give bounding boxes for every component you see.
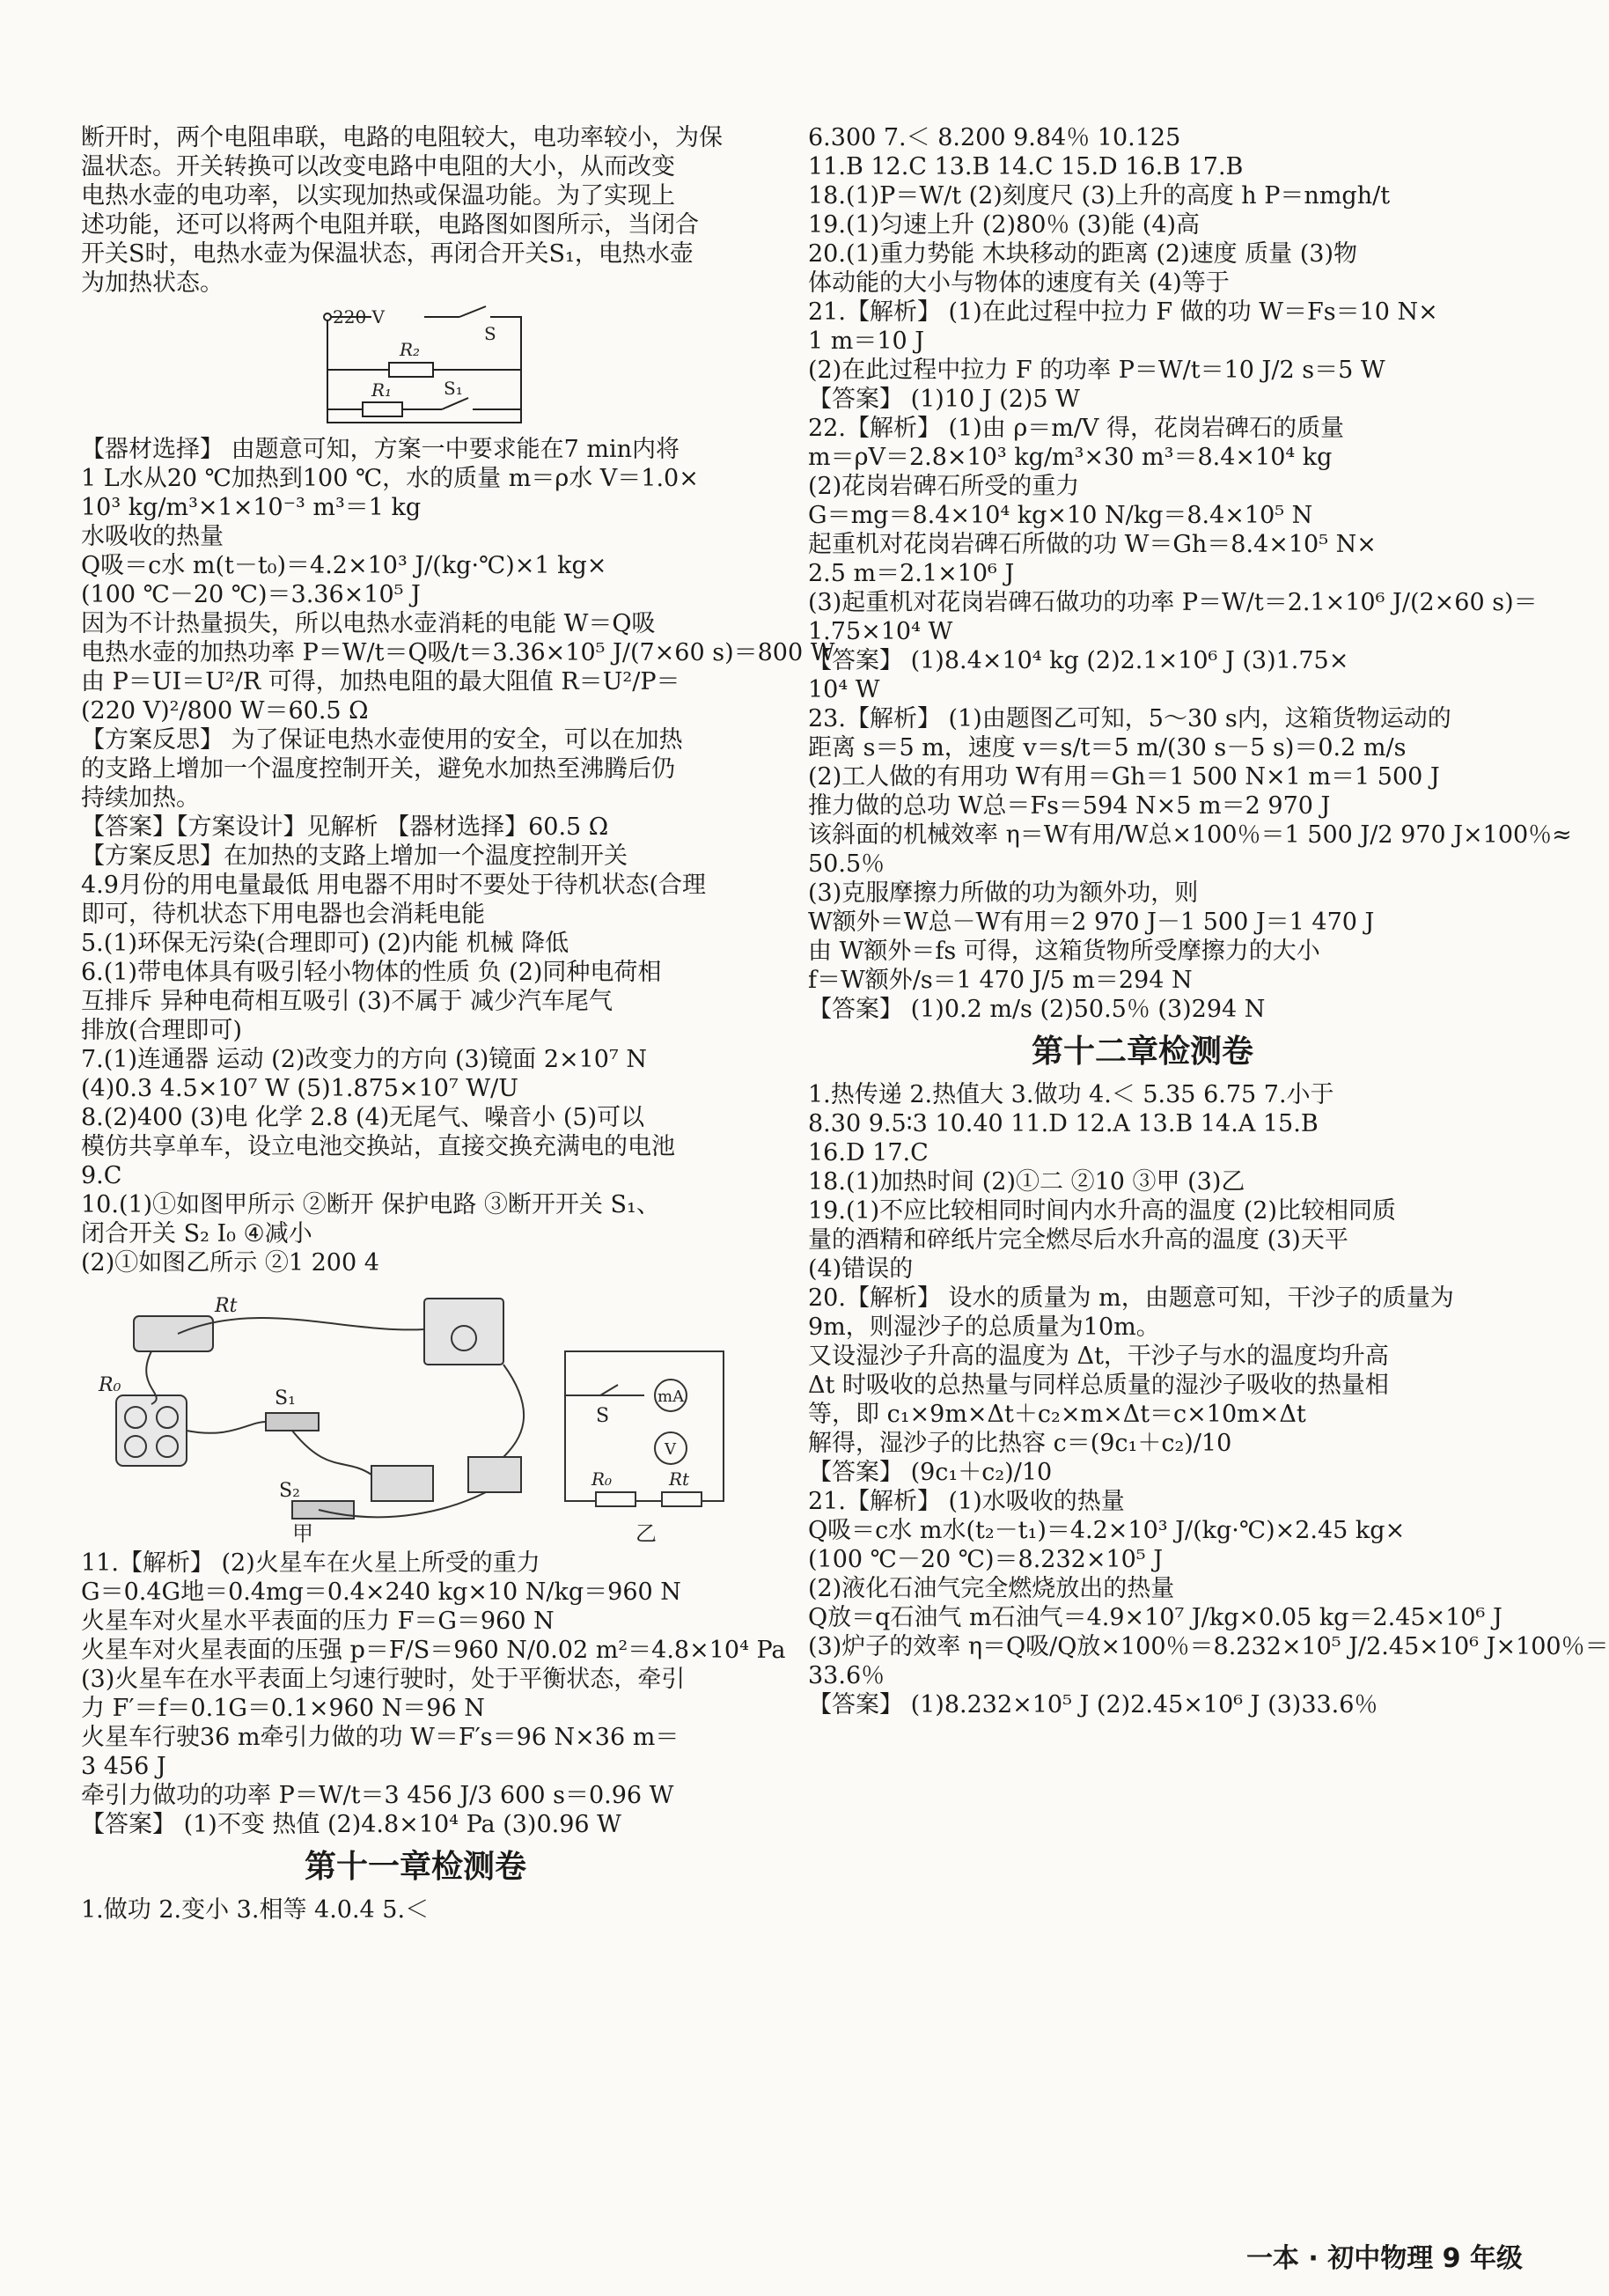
text-line: f＝W额外/s＝1 470 J/5 m＝294 N (808, 967, 1193, 994)
text-line: 模仿共享单车，设立电池交换站，直接交换充满电的电池 (81, 1133, 675, 1160)
text-line: 断开时，两个电阻串联，电路的电阻较大，电功率较小，为保 (81, 124, 723, 151)
text-line: 电热水壶的电功率，以实现加热或保温功能。为了实现上 (81, 182, 675, 210)
circuit1-switch-s1: S₁ (444, 378, 463, 399)
text-line: 【答案】 (9c₁＋c₂)/10 (808, 1459, 1053, 1486)
text-line: 排放(合理即可) (81, 1017, 243, 1044)
fig-label-s: S (596, 1405, 610, 1427)
page-footer: 一本 · 初中物理 9 年级 (1245, 2243, 1523, 2274)
fig-label-ma: mA (658, 1387, 685, 1406)
text-line: 火星车对火星水平表面的压力 F＝G＝960 N (81, 1608, 555, 1635)
text-line: 11.B 12.C 13.B 14.C 15.D 16.B 17.B (808, 153, 1244, 180)
circuit-diagram-parallel (310, 299, 539, 431)
text-line: 33.6％ (808, 1662, 885, 1689)
text-line: 距离 s＝5 m，速度 v＝s/t＝5 m/(30 s－5 s)＝0.2 m/s (808, 734, 1407, 762)
text-line: 1 m＝10 J (808, 327, 925, 355)
text-line: 20.(1)重力势能 木块移动的距离 (2)速度 质量 (3)物 (808, 240, 1358, 268)
text-line: 10³ kg/m³×1×10⁻³ m³＝1 kg (81, 494, 422, 521)
circuit1-r1: R₁ (371, 379, 393, 401)
circuit1-r2: R₂ (400, 339, 421, 360)
figure-jia-yi (81, 1281, 750, 1545)
text-line: (4)0.3 4.5×10⁷ W (5)1.875×10⁷ W/U (81, 1075, 518, 1102)
text-line: 【答案】 (1)0.2 m/s (2)50.5％ (3)294 N (808, 996, 1266, 1023)
text-line: (100 ℃－20 ℃)＝3.36×10⁵ J (81, 581, 421, 608)
text-line: 互排斥 异种电荷相互吸引 (3)不属于 减少汽车尾气 (81, 988, 613, 1015)
text-line: G＝mg＝8.4×10⁴ kg×10 N/kg＝8.4×10⁵ N (808, 502, 1313, 529)
chapter-11-heading: 第十一章检测卷 (304, 1849, 526, 1885)
text-line: 由 W额外＝fs 可得，这箱货物所受摩擦力的大小 (808, 938, 1320, 965)
text-line: Q吸＝c水 m(t－t₀)＝4.2×10³ J/(kg·℃)×1 kg× (81, 552, 607, 579)
circuit1-switch-s: S (484, 323, 496, 344)
text-line: Δt 时吸收的总热量与同样总质量的湿沙子吸收的热量相 (808, 1372, 1389, 1399)
text-line: 等，即 c₁×9m×Δt＋c₂×m×Δt＝c×10m×Δt (808, 1401, 1306, 1428)
chapter-12-heading: 第十二章检测卷 (1031, 1034, 1253, 1070)
text-line: m＝ρV＝2.8×10³ kg/m³×30 m³＝8.4×10⁴ kg (808, 444, 1333, 471)
text-line: 【方案反思】在加热的支路上增加一个温度控制开关 (81, 843, 628, 870)
text-line: 【答案】 (1)不变 热值 (2)4.8×10⁴ Pa (3)0.96 W (81, 1811, 621, 1838)
text-line: 1.做功 2.变小 3.相等 4.0.4 5.＜ (81, 1896, 430, 1924)
right-text-block-a (808, 123, 1572, 1024)
text-line: 推力做的总功 W总＝Fs＝594 N×5 m＝2 970 J (808, 792, 1331, 820)
text-line: 22.【解析】 (1)由 ρ＝m/V 得，花岗岩碑石的质量 (808, 415, 1345, 442)
fig-label-rt-yi: Rt (669, 1468, 690, 1490)
text-line: 又设湿沙子升高的温度为 Δt，干沙子与水的温度均升高 (808, 1343, 1389, 1370)
left-text-block-c (81, 1549, 786, 1839)
text-line: 火星车行驶36 m牵引力做的功 W＝F′s＝96 N×36 m＝ (81, 1724, 680, 1751)
text-line: 6.(1)带电体具有吸引轻小物体的性质 负 (2)同种电荷相 (81, 959, 662, 986)
text-line: (2)液化石油气完全燃烧放出的热量 (808, 1575, 1175, 1602)
text-line: 牵引力做功的功率 P＝W/t＝3 456 J/3 600 s＝0.96 W (81, 1782, 674, 1809)
text-line: 由 P＝UI＝U²/R 可得，加热电阻的最大阻值 R＝U²/P＝ (81, 668, 680, 695)
text-line: G＝0.4G地＝0.4mg＝0.4×240 kg×10 N/kg＝960 N (81, 1578, 681, 1606)
text-line: 【答案】 (1)10 J (2)5 W (808, 386, 1080, 413)
experiment-figure (81, 1281, 750, 1545)
text-line: 1 L水从20 ℃加热到100 ℃，水的质量 m＝ρ水 V＝1.0× (81, 465, 699, 492)
text-line: 体动能的大小与物体的速度有关 (4)等于 (808, 269, 1230, 297)
text-line: 18.(1)加热时间 (2)①二 ②10 ③甲 (3)乙 (808, 1168, 1245, 1196)
left-text-block-d (81, 1895, 750, 1924)
text-line: 【答案】 (1)8.4×10⁴ kg (2)2.1×10⁶ J (3)1.75× (808, 647, 1349, 674)
text-line: 10.(1)①如图甲所示 ②断开 保护电路 ③断开开关 S₁、 (81, 1191, 660, 1218)
text-line: 19.(1)不应比较相同时间内水升高的温度 (2)比较相同质 (808, 1197, 1397, 1225)
right-text-block-b (808, 1080, 1609, 1719)
text-line: (3)起重机对花岗岩碑石做功的功率 P＝W/t＝2.1×10⁶ J/(2×60 s)＝ (808, 589, 1538, 616)
text-line: 9.C (81, 1162, 122, 1189)
text-line: 持续加热。 (81, 784, 200, 812)
text-line: 为加热状态。 (81, 269, 224, 297)
text-line: 电热水壶的加热功率 P＝W/t＝Q吸/t＝3.36×10⁵ J/(7×60 s)＝800 W (81, 639, 835, 666)
fig-label-v: V (665, 1440, 676, 1459)
text-line: (2)在此过程中拉力 F 的功率 P＝W/t＝10 J/2 s＝5 W (808, 357, 1385, 384)
text-line: 【器材选择】 由题意可知，方案一中要求能在7 min内将 (81, 436, 680, 463)
right-column (808, 123, 1609, 1719)
text-line: 8.30 9.5∶3 10.40 11.D 12.A 13.B 14.A 15.B (808, 1110, 1319, 1137)
fig-label-s1: S₁ (275, 1387, 296, 1409)
text-line: 闭合开关 S₂ I₀ ④减小 (81, 1220, 312, 1247)
text-line: 力 F′＝f＝0.1G＝0.1×960 N＝96 N (81, 1695, 485, 1722)
text-line: 3 456 J (81, 1753, 166, 1780)
text-line: 的支路上增加一个温度控制开关，避免水加热至沸腾后仍 (81, 755, 675, 783)
text-line: 水吸收的热量 (81, 523, 224, 550)
text-line: (100 ℃－20 ℃)＝8.232×10⁵ J (808, 1546, 1164, 1573)
text-line: 温状态。开关转换可以改变电路中电阻的大小，从而改变 (81, 153, 675, 180)
text-line: Q吸＝c水 m水(t₂－t₁)＝4.2×10³ J/(kg·℃)×2.45 kg× (808, 1517, 1406, 1544)
text-line: 因为不计热量损失，所以电热水壶消耗的电能 W＝Q吸 (81, 610, 656, 637)
text-line: 1.75×10⁴ W (808, 618, 953, 645)
fig-label-r0: R₀ (99, 1374, 121, 1396)
text-line: (3)炉子的效率 η＝Q吸/Q放×100％＝8.232×10⁵ J/2.45×10⁶ J×100％＝ (808, 1633, 1609, 1660)
text-line: 11.【解析】 (2)火星车在火星上所受的重力 (81, 1549, 540, 1577)
text-line: 述功能，还可以将两个电阻并联，电路图如图所示，当闭合 (81, 211, 699, 239)
text-line: 16.D 17.C (808, 1139, 929, 1166)
text-line: 火星车对火星表面的压强 p＝F/S＝960 N/0.02 m²＝4.8×10⁴ Pa (81, 1637, 786, 1664)
text-line: 【方案反思】 为了保证电热水壶使用的安全，可以在加热 (81, 726, 683, 754)
text-line: 该斜面的机械效率 η＝W有用/W总×100％＝1 500 J/2 970 J×100％≈ (808, 821, 1572, 849)
text-line: (4)错误的 (808, 1255, 914, 1283)
text-line: 【答案】【方案设计】见解析 【器材选择】60.5 Ω (81, 813, 609, 841)
fig-caption-yi: 乙 (636, 1521, 657, 1546)
text-line: (3)火星车在水平表面上匀速行驶时，处于平衡状态，牵引 (81, 1666, 686, 1693)
text-line: 开关S时，电热水壶为保温状态，再闭合开关S₁，电热水壶 (81, 240, 694, 268)
text-line: 23.【解析】 (1)由题图乙可知，5～30 s内，这箱货物运动的 (808, 705, 1451, 732)
text-line: 即可，待机状态下用电器也会消耗电能 (81, 901, 485, 928)
text-line: 7.(1)连通器 运动 (2)改变力的方向 (3)镜面 2×10⁷ N (81, 1046, 648, 1073)
text-line: 2.5 m＝2.1×10⁶ J (808, 560, 1015, 587)
fig-label-r0-yi: R₀ (591, 1468, 613, 1490)
text-line: 21.【解析】 (1)在此过程中拉力 F 做的功 W＝Fs＝10 N× (808, 298, 1438, 326)
text-line: 20.【解析】 设水的质量为 m，由题意可知，干沙子的质量为 (808, 1284, 1454, 1312)
text-line: (3)克服摩擦力所做的功为额外功，则 (808, 879, 1199, 907)
text-line: W额外＝W总－W有用＝2 970 J－1 500 J＝1 470 J (808, 909, 1375, 936)
text-line: 10⁴ W (808, 676, 880, 703)
text-line: 4.9月份的用电量最低 用电器不用时不要处于待机状态(合理 (81, 872, 707, 899)
text-line: Q放＝q石油气 m石油气＝4.9×10⁷ J/kg×0.05 kg＝2.45×10⁶ J (808, 1604, 1502, 1631)
text-line: (2)花岗岩碑石所受的重力 (808, 473, 1080, 500)
text-line: 解得，湿沙子的比热容 c＝(9c₁＋c₂)/10 (808, 1430, 1232, 1457)
text-line: 量的酒精和碎纸片完全燃尽后水升高的温度 (3)天平 (808, 1226, 1348, 1254)
text-line: 【答案】 (1)8.232×10⁵ J (2)2.45×10⁶ J (3)33.6％ (808, 1691, 1378, 1718)
text-line: 8.(2)400 (3)电 化学 2.8 (4)无尾气、噪音小 (5)可以 (81, 1104, 645, 1131)
left-column (81, 123, 835, 1924)
text-line: 19.(1)匀速上升 (2)80％ (3)能 (4)高 (808, 211, 1201, 239)
text-line: 18.(1)P＝W/t (2)刻度尺 (3)上升的高度 h P＝nmgh/t (808, 182, 1391, 210)
text-line: (2)工人做的有用功 W有用＝Gh＝1 500 N×1 m＝1 500 J (808, 763, 1440, 791)
circuit1-voltage: 220 V (333, 306, 385, 327)
text-line: 50.5％ (808, 850, 885, 878)
fig-label-rt: Rt (215, 1295, 238, 1317)
text-line: 5.(1)环保无污染(合理即可) (2)内能 机械 降低 (81, 930, 569, 957)
text-line: (220 V)²/800 W＝60.5 Ω (81, 697, 369, 725)
text-line: 起重机对花岗岩碑石所做的功 W＝Gh＝8.4×10⁵ N× (808, 531, 1377, 558)
fig-caption-jia: 甲 (292, 1521, 313, 1546)
text-line: 1.热传递 2.热值大 3.做功 4.＜ 5.35 6.75 7.小于 (808, 1081, 1334, 1108)
text-line: 6.300 7.＜ 8.200 9.84％ 10.125 (808, 124, 1181, 151)
left-text-block-b (81, 435, 835, 1277)
text-line: 21.【解析】 (1)水吸收的热量 (808, 1488, 1125, 1515)
text-line: 9m，则湿沙子的总质量为10m。 (808, 1314, 1160, 1341)
fig-label-s2: S₂ (279, 1480, 300, 1502)
left-text-block-a (81, 123, 750, 298)
text-line: (2)①如图乙所示 ②1 200 4 (81, 1249, 379, 1277)
